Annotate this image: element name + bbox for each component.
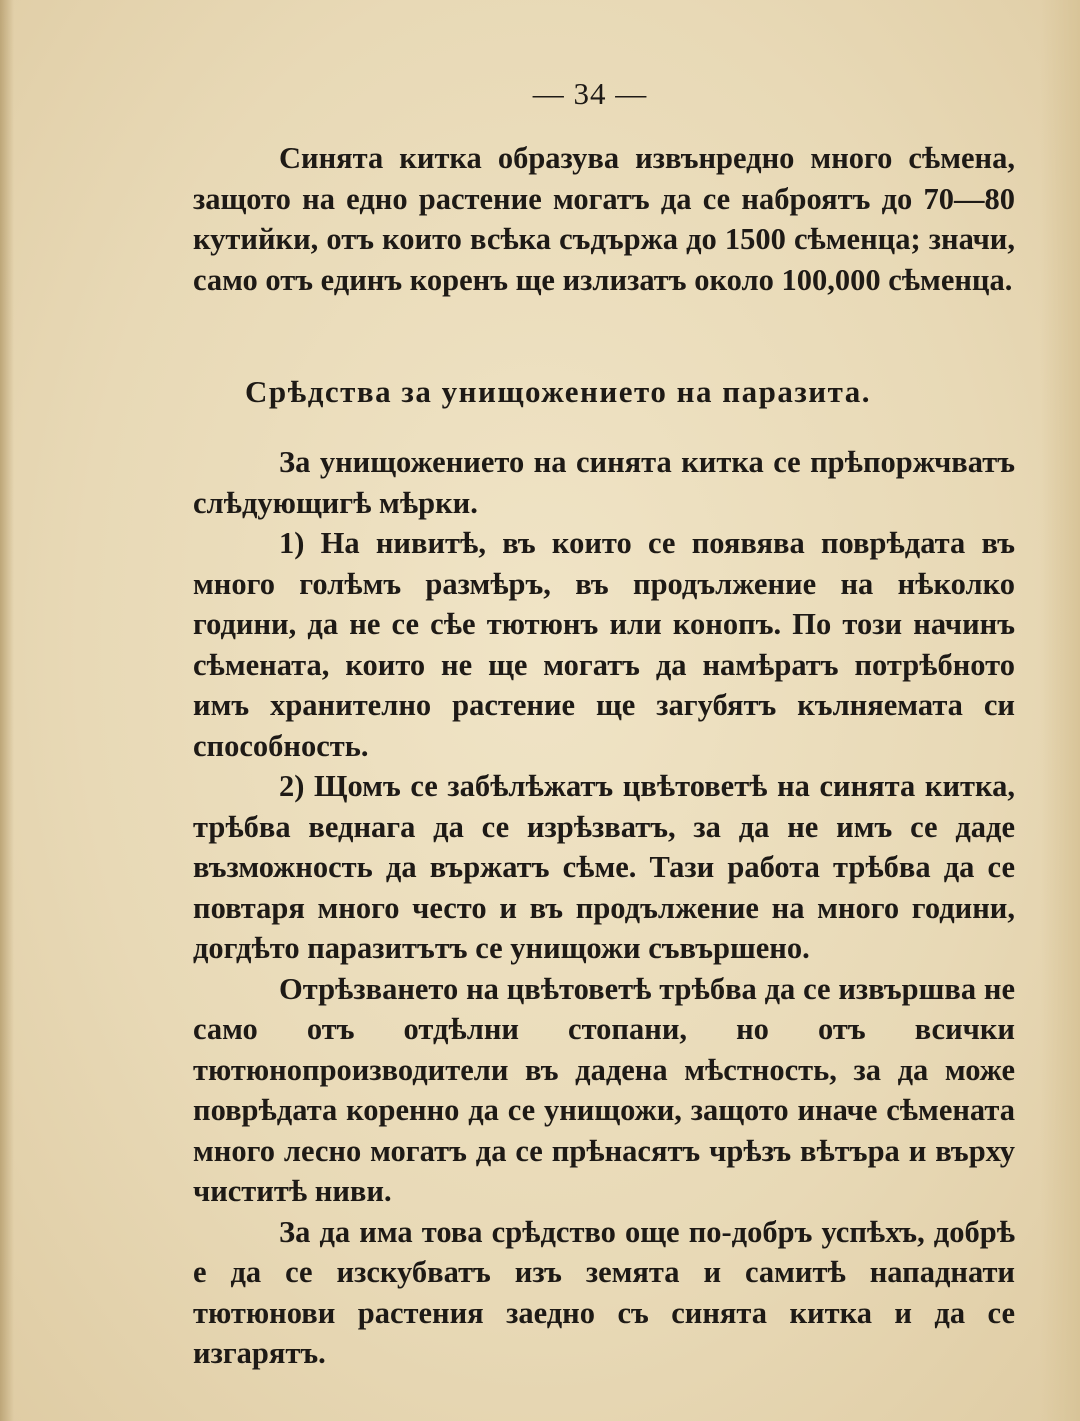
paragraph-measure-1: 1) На нивитѣ, въ които се появява поврѣдата въ много голѣмъ размѣръ, въ продължение на нѣколко години, да не се сѣе тютюнъ или конопъ. По този начинъ сѣмената, които не ще могатъ да намѣратъ потрѣбното имъ хранително растение ще загубятъ кълняемата си способность.: [193, 526, 1015, 763]
paragraph-measure-2: 2) Щомъ се забѣлѣжатъ цвѣтоветѣ на синята китка, трѣбва веднага да се изрѣзватъ, за да не имъ се даде възможность да вържатъ сѣме. Тази работа трѣбва да се повтаря много често и въ продължение на много години, догдѣто паразитътъ се унищожи съвършено.: [193, 769, 1015, 965]
paragraph-uprooting: За да има това срѣдство още по-добръ успѣхъ, добрѣ е да се изскубватъ изъ земята и самитѣ нападнати тютюнови растения заедно съ синята китка и да се изгарятъ.: [193, 1214, 1015, 1370]
paragraph-recommendation: За унищожението на синята китка се прѣпоржчватъ слѣдующигѣ мѣрки.: [193, 445, 1015, 520]
page-body: [193, 138, 1015, 1374]
page-edge-shadow: [1040, 0, 1080, 1421]
page-number: — 34 —: [532, 76, 648, 111]
paragraph-cutting-flowers: Отрѣзването на цвѣтоветѣ трѣбва да се извършва не само отъ отдѣлни стопани, но отъ всички тютюнопроизводители въ дадена мѣстность, за да може поврѣдата коренно да се унищожи, защото иначе сѣмената много лесно могатъ да се прѣнасятъ чрѣзъ вѣтъра и върху чиститѣ ниви.: [193, 971, 1015, 1208]
intro-paragraph: Синята китка образува извънредно много сѣмена, защото на едно растение могатъ да се наброятъ до 70—80 кутийки, отъ които всѣка съдържа до 1500 сѣменца; значи, само отъ единъ коренъ ще излизатъ около 100,000 сѣменца.: [193, 141, 1015, 297]
section-heading: Срѣдства за унищожението на паразита.: [245, 374, 871, 409]
page-binding-shadow: [0, 0, 14, 1421]
